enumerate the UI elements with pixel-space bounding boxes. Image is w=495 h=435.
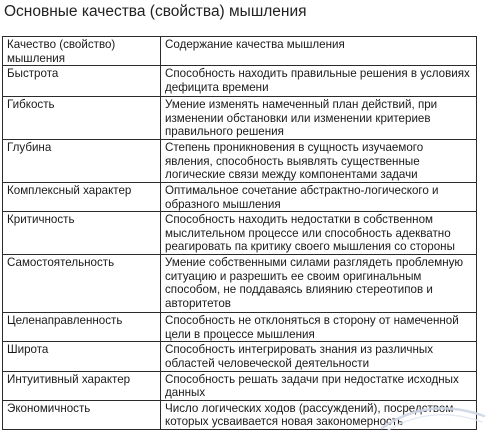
quality-cell: Комплексный характер: [3, 182, 161, 211]
content-cell: Умение собственными силами разглядеть проблемную ситуацию и разрешить ее своим оригинальным способом, не поддаваясь влиянию стереотипов и авторитетов: [161, 255, 477, 313]
content-cell: Способность решать задачи при недостатке исходных данных: [161, 371, 477, 400]
document-title: Основные качества (свойства) мышления: [4, 3, 307, 20]
table-row: [3, 255, 477, 313]
content-cell: Способность находить правильные решения в условиях дефицита времени: [161, 66, 477, 97]
table-row: [3, 212, 477, 255]
table-row: [3, 97, 477, 140]
quality-cell: Целенаправленность: [3, 313, 161, 342]
quality-cell: Интуитивный характер: [3, 371, 161, 400]
quality-cell: Самостоятельность: [3, 255, 161, 313]
table-row: [3, 342, 477, 371]
header-quality: Качество (свойство) мышления: [3, 37, 161, 66]
table-row: [3, 139, 477, 182]
table-row: [3, 400, 477, 429]
quality-cell: Гибкость: [3, 97, 161, 140]
quality-cell: Глубина: [3, 139, 161, 182]
quality-cell: Критичность: [3, 212, 161, 255]
qualities-table: [2, 36, 477, 430]
table-header-row: [3, 37, 477, 66]
table-row: [3, 66, 477, 97]
content-cell: Степень проникновения в сущность изучаемого явления, способность выявлять существенные логические связи между компонентами задачи: [161, 139, 477, 182]
content-cell: Умение изменять намеченный план действий, при изменении обстановки или изменении критериев правильного решения: [161, 97, 477, 140]
content-cell: Способность интегрировать знания из различных областей человеческой деятельности: [161, 342, 477, 371]
header-content: Содержание качества мышления: [161, 37, 477, 66]
content-cell: Способность находить недостатки в собственном мыслительном процессе или способность адекватно реагировать па критику своего мышления со стороны: [161, 212, 477, 255]
quality-cell: Быстрота: [3, 66, 161, 97]
quality-cell: Широта: [3, 342, 161, 371]
quality-cell: Экономичность: [3, 400, 161, 429]
table-row: [3, 313, 477, 342]
table-row: [3, 182, 477, 211]
content-cell: Число логических ходов (рассуждений), посредством которых усваивается новая закономерность: [161, 400, 477, 429]
content-cell: Способность не отклоняться в сторону от намеченной цели в процессе мышления: [161, 313, 477, 342]
table-row: [3, 371, 477, 400]
content-cell: Оптимальное сочетание абстрактно-логического и образного мышления: [161, 182, 477, 211]
